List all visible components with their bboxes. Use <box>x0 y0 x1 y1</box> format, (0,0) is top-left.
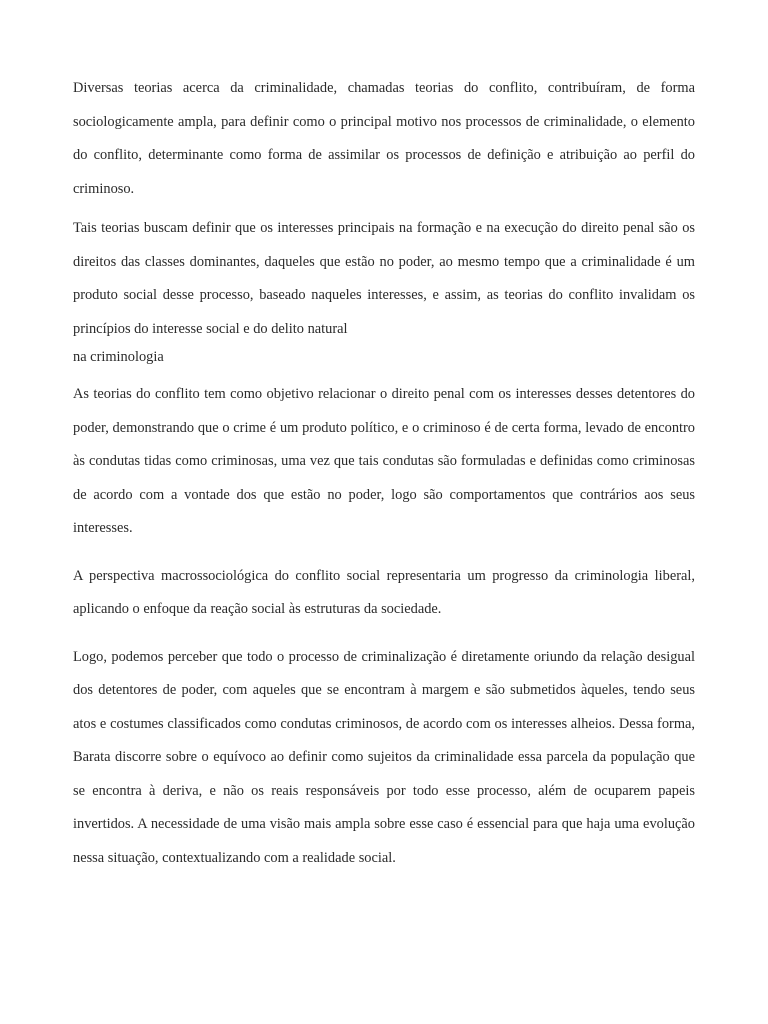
paragraph-3: As teorias do conflito tem como objetivo relacionar o direito penal com os interesses desses detentores do poder, demonstrando que o crime é um produto político, e o criminoso é de certa forma, levado de encontro às condutas tidas como criminosas, uma vez que tais condutas são formuladas e definidas como criminosas de acordo com a vontade dos que estão no poder, logo são comportamentos que contrários aos seus interesses. <box>73 386 695 537</box>
paragraph-2 <box>73 212 695 368</box>
document-page <box>73 72 695 875</box>
paragraph-2-tail: na criminologia <box>73 349 164 366</box>
paragraph-4: A perspectiva macrossociológica do conflito social representaria um progresso da criminologia liberal, aplicando o enfoque da reação social às estruturas da sociedade. <box>73 567 695 618</box>
paragraph-1: Diversas teorias acerca da criminalidade, chamadas teorias do conflito, contribuíram, de forma sociologicamente ampla, para definir como o principal motivo nos processos de criminalidade, o elemento do conflito, determinante como forma de assimilar os processos de definição e atribuição ao perfil do criminoso. <box>73 80 695 197</box>
paragraph-5: Logo, podemos perceber que todo o processo de criminalização é diretamente oriundo da relação desigual dos detentores de poder, com aqueles que se encontram à margem e são submetidos àqueles, tendo seus atos e costumes classificados como condutas criminosos, de acordo com os interesses alheios. Dessa forma, Barata discorre sobre o equívoco ao definir como sujeitos da criminalidade essa parcela da população que se encontra à deriva, e não os reais responsáveis por todo esse processo, além de ocuparem papeis invertidos. A necessidade de uma visão mais ampla sobre esse caso é essencial para que haja uma evolução nessa situação, contextualizando com a realidade social. <box>73 648 695 866</box>
paragraph-2-body: Tais teorias buscam definir que os interesses principais na formação e na execução do direito penal são os direitos das classes dominantes, daqueles que estão no poder, ao mesmo tempo que a criminalidade é um produto social desse processo, baseado naqueles interesses, e assim, as teorias do conflito invalidam os princípios do interesse social e do delito natural <box>73 220 695 337</box>
